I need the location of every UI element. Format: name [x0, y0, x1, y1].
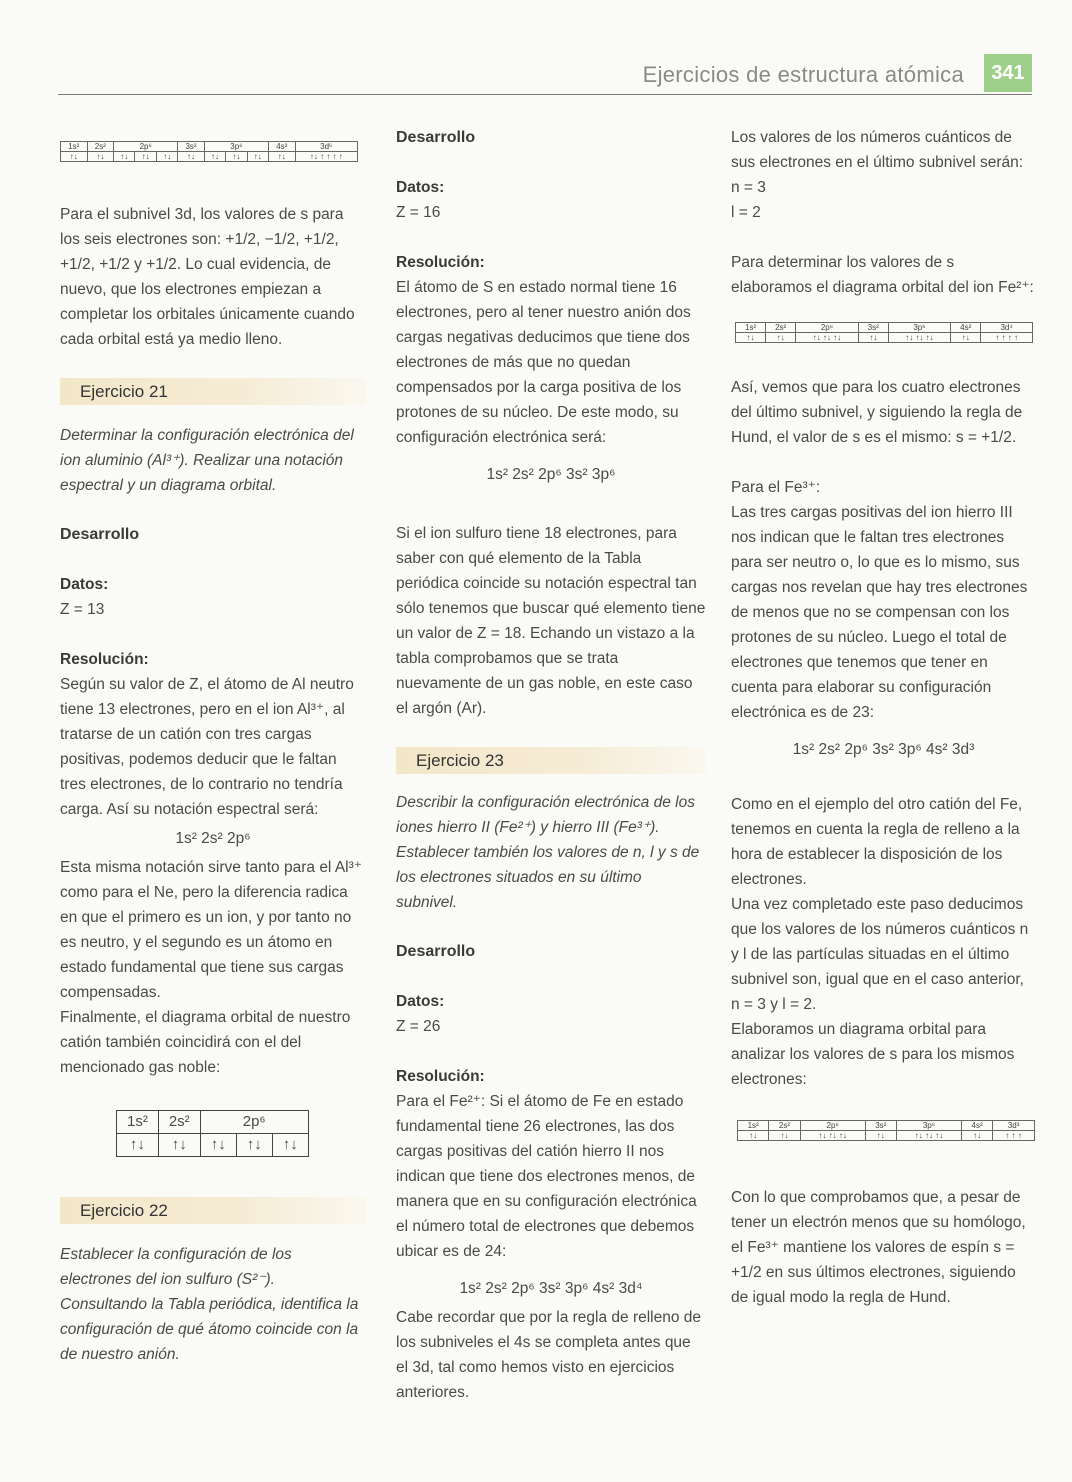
- paragraph: Con lo que comprobamos que, a pesar de tener un electrón menos que su homólogo, el Fe³⁺ mantiene los valores de espín s = +1/2 en sus últimos electrones, siguiendo de igual modo la regla de Hund.: [731, 1189, 1026, 1306]
- paragraph: Cabe recordar que por la regla de relleno de los subniveles el 4s se completa antes que el 3d, tal como hemos visto en ejercicios anteriores.: [396, 1309, 702, 1401]
- orb-label: 4s²: [951, 323, 981, 333]
- paragraph: Para determinar los valores de s elaboramos el diagrama orbital del ion Fe²⁺:: [731, 254, 1034, 296]
- column-right: [731, 125, 1036, 1310]
- orb-label: 2s²: [87, 142, 114, 152]
- orb-label: 1s²: [117, 1111, 159, 1134]
- paragraph: Para el subnivel 3d, los valores de s para los seis electrones son: +1/2, −1/2, +1/2, +1/2, +1/2 y +1/2. Lo cual evidencia, de nuevo, que los electrones empiezan a completar los orbitales únicamente cuando cada orbital está ya medio lleno.: [60, 206, 355, 348]
- column-left: [60, 125, 366, 1367]
- orbital-diagram-fe3: [737, 1120, 1035, 1141]
- paragraph: Como en el ejemplo del otro catión del Fe, tenemos en cuenta la regla de relleno a la hora de establecer la disposición de los electrones.: [731, 796, 1023, 888]
- header-title: Ejercicios de estructura atómica: [642, 62, 964, 87]
- paragraph: Los valores de los números cuánticos de sus electrones en el último subnivel serán:: [731, 129, 1024, 171]
- l-value: l = 2: [731, 204, 761, 221]
- paragraph: Elaboramos un diagrama orbital para analizar los valores de s para los mismos electrones:: [731, 1021, 1015, 1088]
- orb-arrow: ↑↓: [87, 152, 114, 162]
- spectral-notation: 1s² 2s² 2p⁶ 3s² 3p⁶ 4s² 3d³: [792, 741, 975, 758]
- orb-label: 3p⁶: [204, 142, 268, 152]
- exercise-22-statement: Establecer la configuración de los electrones del ion sulfuro (S²⁻). Consultando la Tabla periódica, identifica la configuración de qué átomo coincide con la de nuestro anión.: [60, 1246, 359, 1363]
- orb-arrow: ↑↓ ↑ ↑ ↑ ↑: [295, 152, 357, 162]
- z-value: Z = 26: [396, 1018, 441, 1035]
- orb-arrow: ↑↓: [61, 152, 88, 162]
- n-value: n = 3: [731, 179, 766, 196]
- spectral-notation: 1s² 2s² 2p⁶ 3s² 3p⁶: [486, 466, 616, 483]
- orb-label: 2s²: [766, 323, 796, 333]
- orb-arrow: ↑↓: [204, 152, 225, 162]
- orbital-labels-row: [61, 142, 358, 152]
- orb-arrow: ↑↓: [200, 1134, 236, 1157]
- orb-arrow: ↑↓: [158, 1134, 200, 1157]
- orb-label: 2s²: [769, 1121, 800, 1131]
- orb-arrow: ↑↓: [247, 152, 268, 162]
- orb-arrow: ↑↓: [736, 333, 766, 343]
- fe3-heading: Para el Fe³⁺:: [731, 479, 821, 496]
- orb-label: 2p⁶: [796, 323, 858, 333]
- orb-arrow: ↑↓: [135, 152, 156, 162]
- data-heading: Datos:: [396, 179, 445, 196]
- resolution-heading: Resolución:: [396, 254, 485, 271]
- orb-arrow: ↑↓: [272, 1134, 308, 1157]
- orb-label: 2p⁶: [200, 1111, 308, 1134]
- development-heading: Desarrollo: [396, 943, 476, 960]
- development-heading: Desarrollo: [60, 526, 140, 543]
- orb-label: 3s²: [858, 323, 888, 333]
- orb-arrow: ↑↓: [766, 333, 796, 343]
- orb-arrow: ↑↓: [961, 1131, 992, 1141]
- page-header: [0, 48, 1072, 98]
- exercise-22-heading: Ejercicio 22: [60, 1197, 366, 1224]
- orb-arrow: ↑↓: [858, 333, 888, 343]
- paragraph: Las tres cargas positivas del ion hierro III nos indican que le faltan tres electrones para ser neutro o, lo que es lo mismo, sus cargas nos revelan que hay tres electrones de menos que no se compensan con los protones de su núcleo. Luego el total de electrones que tenemos que tener en cuenta para elaborar su configuración electrónica es de 23:: [731, 504, 1028, 721]
- orb-arrow: ↑↓: [178, 152, 205, 162]
- column-middle: [396, 125, 706, 1405]
- orb-label: 3s²: [865, 1121, 896, 1131]
- orb-arrow: ↑↓ ↑↓ ↑↓: [796, 333, 858, 343]
- paragraph: Si el ion sulfuro tiene 18 electrones, para saber con qué elemento de la Tabla periódica coincide su notación espectral tan sólo tenemos que buscar qué elemento tiene un valor de Z = 18. Echando un vistazo a la tabla comprobamos que se trata nuevamente de un gas noble, en este caso el argón (Ar).: [396, 525, 706, 717]
- development-heading: Desarrollo: [396, 129, 476, 146]
- orb-arrow: ↑↓ ↑↓ ↑↓: [888, 333, 950, 343]
- orb-label: 4s²: [961, 1121, 992, 1131]
- orb-label: 2p⁶: [800, 1121, 865, 1131]
- exercise-23-statement: Describir la configuración electrónica de los iones hierro II (Fe²⁺) y hierro III (Fe³⁺). Establecer también los valores de n, l y s de los electrones situados en su último subnivel.: [396, 794, 700, 911]
- z-value: Z = 13: [60, 601, 105, 618]
- orb-arrow: ↑↓: [738, 1131, 769, 1141]
- orbital-diagram-fe2: [735, 322, 1033, 343]
- orb-arrow: ↑ ↑ ↑: [993, 1131, 1035, 1141]
- paragraph: El átomo de S en estado normal tiene 16 electrones, pero al tener nuestro anión dos cargas negativas deducimos que tiene dos electrones de más que no quedan compensados por la carga positiva de los protones de su núcleo. De este modo, su configuración electrónica será:: [396, 279, 691, 446]
- orb-label: 3p⁶: [896, 1121, 961, 1131]
- resolution-heading: Resolución:: [60, 651, 149, 668]
- orb-arrow: ↑↓: [236, 1134, 272, 1157]
- orb-label: 1s²: [736, 323, 766, 333]
- orb-arrow: ↑↓: [268, 152, 295, 162]
- orb-arrow: ↑↓: [117, 1134, 159, 1157]
- orb-arrow: ↑ ↑ ↑ ↑: [981, 333, 1033, 343]
- orb-arrow: ↑↓: [951, 333, 981, 343]
- exercise-21-statement: Determinar la configuración electrónica del ion aluminio (Al³⁺). Realizar una notación espectral y un diagrama orbital.: [60, 427, 354, 494]
- orb-arrow: ↑↓: [156, 152, 177, 162]
- data-heading: Datos:: [396, 993, 445, 1010]
- orb-arrow: ↑↓ ↑↓ ↑↓: [800, 1131, 865, 1141]
- orbital-diagram-fe: [60, 141, 358, 162]
- orb-arrow: ↑↓: [865, 1131, 896, 1141]
- spectral-notation: 1s² 2s² 2p⁶ 3s² 3p⁶ 4s² 3d⁴: [459, 1280, 643, 1297]
- exercise-21-heading: Ejercicio 21: [60, 378, 366, 405]
- orbital-arrows-row: [61, 152, 358, 162]
- page-number-badge: 341: [984, 54, 1032, 92]
- orb-label: 2p⁶: [114, 142, 178, 152]
- paragraph: Esta misma notación sirve tanto para el Al³⁺ como para el Ne, pero la diferencia radica en que el primero es un ion, y por tanto no es neutro, y el segundo es un átomo en estado fundamental que tiene sus cargas compensadas.: [60, 859, 362, 1001]
- spectral-notation: 1s² 2s² 2p⁶: [175, 830, 251, 847]
- orb-arrow: ↑↓: [769, 1131, 800, 1141]
- orb-label: 3d⁶: [295, 142, 357, 152]
- orbital-diagram-al: [116, 1110, 309, 1157]
- data-heading: Datos:: [60, 576, 109, 593]
- orb-arrow: ↑↓: [226, 152, 247, 162]
- orb-label: 3s²: [178, 142, 205, 152]
- orb-label: 3p⁶: [888, 323, 950, 333]
- paragraph: Finalmente, el diagrama orbital de nuestro catión también coincidirá con el del mencionado gas noble:: [60, 1009, 351, 1076]
- paragraph: Una vez completado este paso deducimos que los valores de los números cuánticos n y l de las partículas situadas en el último subnivel son, igual que en el caso anterior, n = 3 y l = 2.: [731, 896, 1029, 1013]
- orb-label: 1s²: [738, 1121, 769, 1131]
- orb-label: 1s²: [61, 142, 88, 152]
- paragraph: Así, vemos que para los cuatro electrones del último subnivel, y siguiendo la regla de Hund, el valor de s es el mismo: s = +1/2.: [731, 379, 1023, 446]
- paragraph: Para el Fe²⁺: Si el átomo de Fe en estado fundamental tiene 26 electrones, las dos cargas positivas del catión hierro II nos indican que tiene dos electrones menos, de manera que en su configuración electrónica el número total de electrones que debemos ubicar es de 24:: [396, 1093, 697, 1260]
- orb-label: 2s²: [158, 1111, 200, 1134]
- orb-label: 4s²: [268, 142, 295, 152]
- exercise-23-heading: Ejercicio 23: [396, 747, 706, 774]
- orb-arrow: ↑↓: [114, 152, 135, 162]
- orb-label: 3d⁴: [981, 323, 1033, 333]
- z-value: Z = 16: [396, 204, 441, 221]
- resolution-heading: Resolución:: [396, 1068, 485, 1085]
- orb-label: 3d³: [993, 1121, 1035, 1131]
- paragraph: Según su valor de Z, el átomo de Al neutro tiene 13 electrones, pero en el ion Al³⁺, al tratarse de un catión con tres cargas positivas, podemos deducir que le faltan tres electrones, de lo contrario no tendría carga. Así su notación espectral será:: [60, 676, 354, 818]
- header-rule: [58, 94, 1032, 95]
- orb-arrow: ↑↓ ↑↓ ↑↓: [896, 1131, 961, 1141]
